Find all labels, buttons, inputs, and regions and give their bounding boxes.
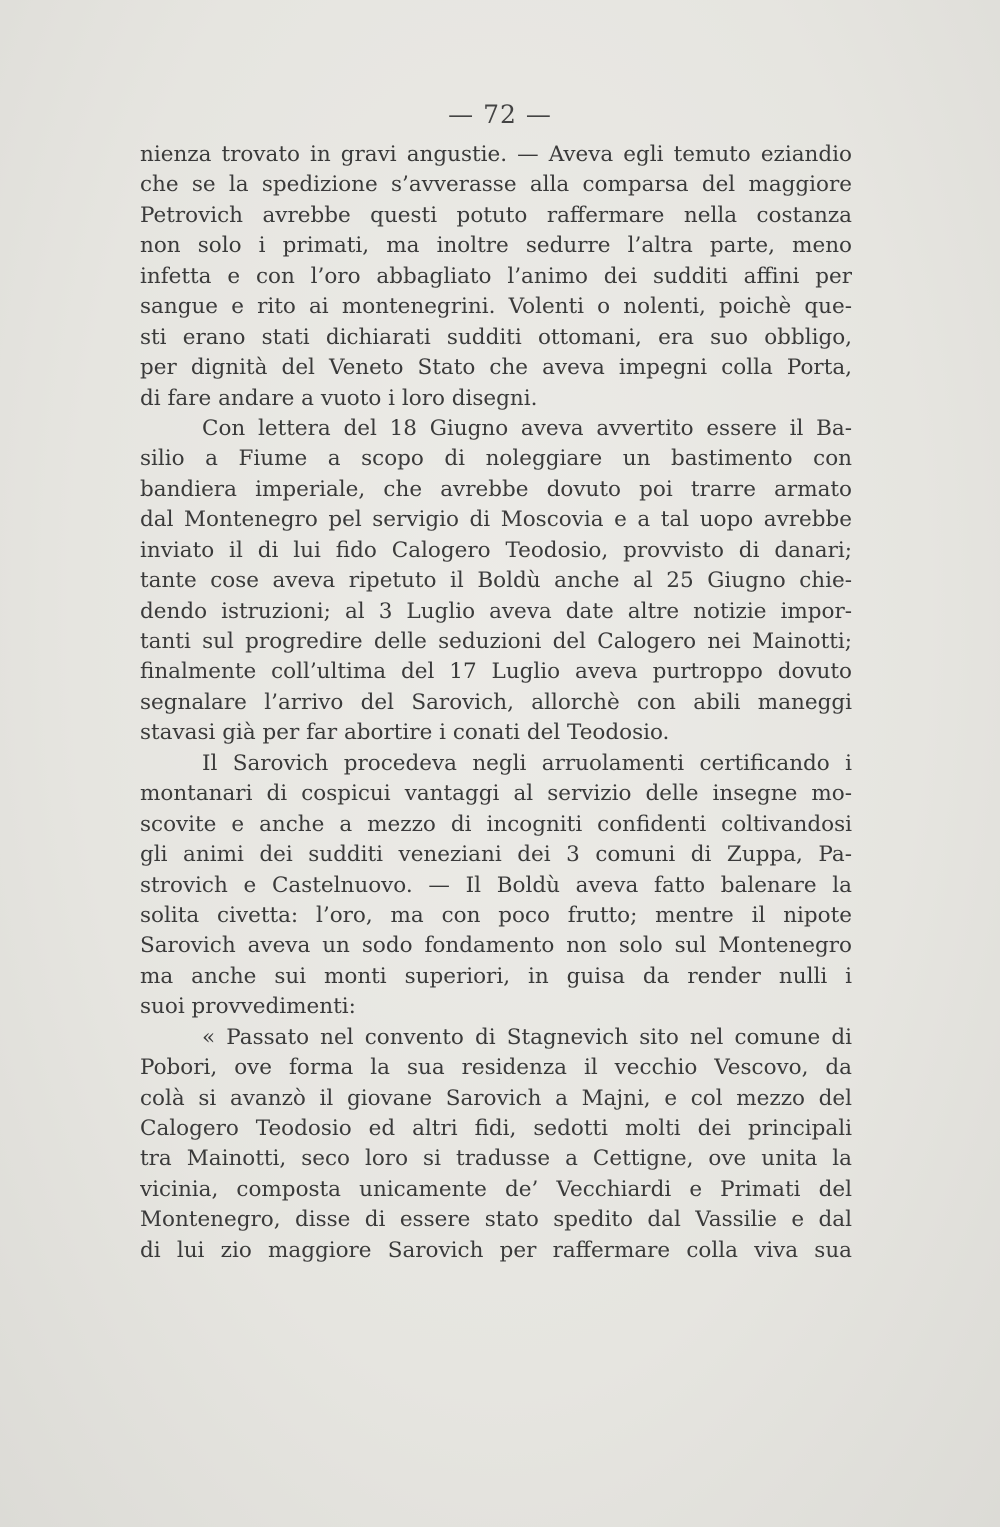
text-line: Pobori, ove forma la sua residenza il vecchio Vescovo, da [140, 1055, 852, 1081]
text-line: infetta e con l’oro abbagliato l’animo dei sudditi affini per [140, 263, 852, 289]
text-line: « Passato nel convento di Stagnevich sito nel comune di [202, 1024, 852, 1050]
text-line: dendo istruzioni; al 3 Luglio aveva date altre notizie impor- [140, 598, 852, 624]
text-line: Montenegro, disse di essere stato spedito dal Vassilie e dal [140, 1207, 852, 1233]
text-line: bandiera imperiale, che avrebbe dovuto poi trarre armato [140, 476, 852, 502]
text-line: sti erano stati dichiarati sudditi ottomani, era suo obbligo, [140, 324, 852, 350]
text-line: finalmente coll’ultima del 17 Luglio aveva purtroppo dovuto [140, 659, 852, 685]
text-line: non solo i primati, ma inoltre sedurre l’altra parte, meno [140, 233, 852, 259]
text-line: segnalare l’arrivo del Sarovich, allorchè con abili maneggi [140, 689, 852, 715]
text-line: inviato il di lui fido Calogero Teodosio, provvisto di danari; [140, 537, 852, 563]
text-line: di lui zio maggiore Sarovich per raffermare colla viva sua [140, 1237, 852, 1263]
text-line: stavasi già per far abortire i conati del Teodosio. [140, 720, 670, 746]
text-line: solita civetta: l’oro, ma con poco frutto; mentre il nipote [140, 902, 852, 928]
text-line: suoi provvedimenti: [140, 994, 356, 1020]
text-line: Sarovich aveva un sodo fondamento non solo sul Montenegro [140, 933, 852, 959]
text-line: colà si avanzò il giovane Sarovich a Majni, e col mezzo del [140, 1085, 852, 1111]
body-text [140, 140, 852, 1266]
text-line: strovich e Castelnuovo. — Il Boldù aveva fatto balenare la [140, 872, 852, 898]
page-number: — 72 — [448, 100, 552, 129]
text-line: scovite e anche a mezzo di incogniti confidenti coltivandosi [140, 811, 852, 837]
text-line: tante cose aveva ripetuto il Boldù anche al 25 Giugno chie- [140, 568, 852, 594]
text-line: tanti sul progredire delle seduzioni del Calogero nei Mainotti; [140, 629, 852, 654]
text-line: di fare andare a vuoto i loro disegni. [140, 385, 538, 411]
text-line: Con lettera del 18 Giugno aveva avvertito essere il Ba- [202, 415, 852, 441]
text-line: vicinia, composta unicamente de’ Vecchiardi e Primati del [140, 1176, 852, 1202]
text-line: Calogero Teodosio ed altri fidi, sedotti molti dei principali [140, 1116, 852, 1141]
text-line: che se la spedizione s’avverasse alla comparsa del maggiore [140, 172, 852, 198]
text-line: nienza trovato in gravi angustie. — Aveva egli temuto eziandio [140, 142, 852, 167]
text-line: dal Montenegro pel servigio di Moscovia e a tal uopo avrebbe [140, 507, 852, 533]
text-line: silio a Fiume a scopo di noleggiare un bastimento con [140, 446, 852, 472]
text-line: tra Mainotti, seco loro si tradusse a Cettigne, ove unita la [140, 1146, 852, 1172]
text-line: Il Sarovich procedeva negli arruolamenti certificando i [202, 750, 852, 776]
text-line: gli animi dei sudditi veneziani dei 3 comuni di Zuppa, Pa- [140, 842, 852, 868]
text-line: sangue e rito ai montenegrini. Volenti o nolenti, poichè que- [140, 294, 852, 320]
text-line: Petrovich avrebbe questi potuto raffermare nella costanza [140, 202, 852, 228]
text-line: per dignità del Veneto Stato che aveva impegni colla Porta, [140, 355, 852, 381]
text-line: ma anche sui monti superiori, in guisa da render nulli i [140, 963, 852, 989]
text-line: montanari di cospicui vantaggi al servizio delle insegne mo- [140, 781, 852, 807]
